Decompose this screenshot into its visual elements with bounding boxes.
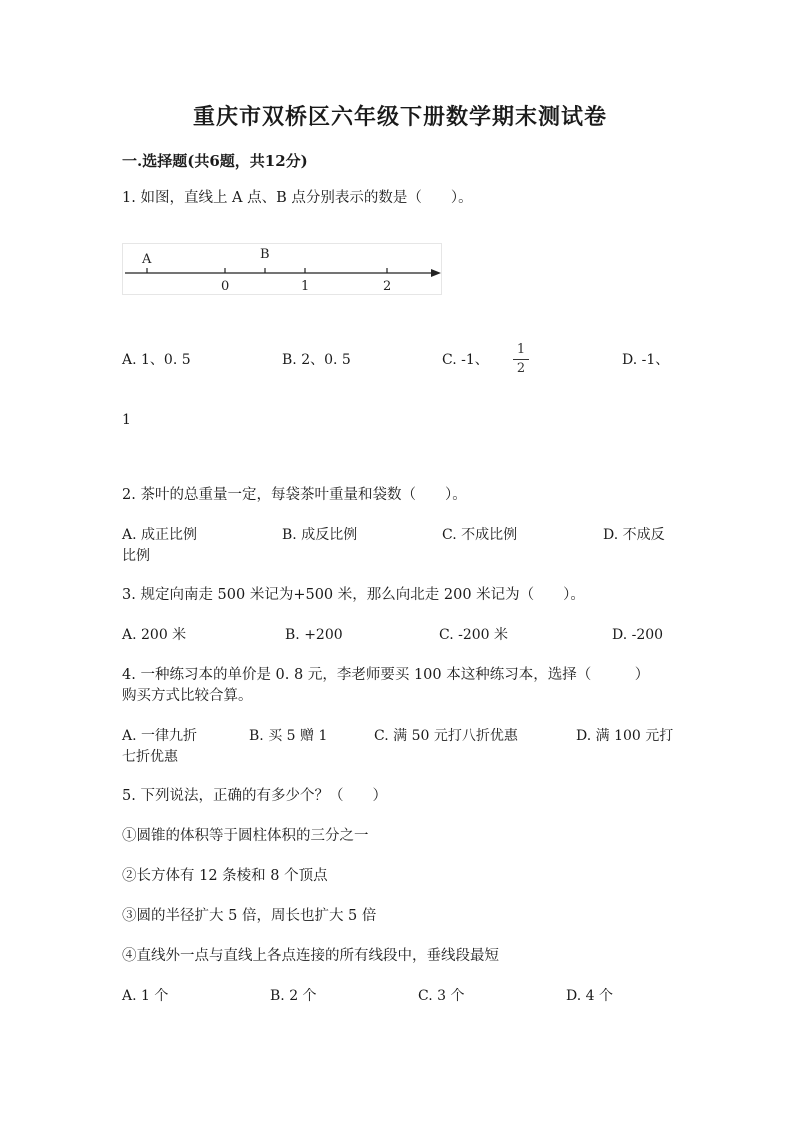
point-a-label: A (142, 252, 152, 267)
page-title: 重庆市双桥区六年级下册数学期末测试卷 (192, 104, 607, 130)
question-2-stem: 2. 茶叶的总重量一定，每袋茶叶重量和袋数（ ）。 (122, 487, 467, 503)
tick-label-0: 0 (221, 279, 230, 294)
q1-option-b[interactable]: B. 2、0. 5 (282, 352, 351, 368)
q4-option-a[interactable]: A. 一律九折 (122, 728, 198, 744)
point-b-label: B (260, 247, 270, 262)
q5-statement-2: ②长方体有 12 条棱和 8 个顶点 (122, 868, 328, 884)
number-line-figure (122, 243, 442, 295)
q2-option-c[interactable]: C. 不成比例 (442, 527, 518, 543)
q1-option-c-fraction (513, 343, 529, 376)
fraction-denominator: 2 (516, 361, 526, 376)
tick-label-1: 1 (301, 279, 310, 294)
q1-option-d[interactable]: D. -1、 (622, 352, 670, 368)
q5-option-c[interactable]: C. 3 个 (418, 988, 465, 1004)
arrow-head-icon (431, 269, 441, 277)
question-5-stem: 5. 下列说法，正确的有多少个？（ ） (122, 788, 387, 804)
q3-option-d[interactable]: D. -200 (612, 627, 664, 643)
q4-option-d-wrap: 七折优惠 (122, 749, 178, 765)
section-heading: 一.选择题(共6题，共12分) (122, 152, 308, 170)
tick-label-2: 2 (383, 279, 392, 294)
q3-option-b[interactable]: B. +200 (285, 627, 343, 643)
q5-statement-4: ④直线外一点与直线上各点连接的所有线段中，垂线段最短 (122, 948, 499, 964)
q2-option-b[interactable]: B. 成反比例 (282, 527, 358, 543)
q1-option-a[interactable]: A. 1、0. 5 (122, 352, 191, 368)
q2-option-d-wrap: 比例 (122, 548, 150, 564)
q5-statement-3: ③圆的半径扩大 5 倍，周长也扩大 5 倍 (122, 908, 377, 924)
q4-option-d[interactable]: D. 满 100 元打 (576, 728, 674, 744)
q1-option-c[interactable]: C. -1、 (442, 352, 489, 368)
q5-option-d[interactable]: D. 4 个 (566, 988, 613, 1004)
q2-option-d[interactable]: D. 不成反 (603, 527, 665, 543)
q4-option-c[interactable]: C. 满 50 元打八折优惠 (374, 728, 518, 744)
fraction-numerator: 1 (516, 342, 526, 357)
q1-option-d-wrap: 1 (122, 412, 131, 428)
q5-statement-1: ①圆锥的体积等于圆柱体积的三分之一 (122, 828, 369, 844)
question-4-stem-line1: 4. 一种练习本的单价是 0. 8 元，李老师要买 100 本这种练习本，选择（ ） (122, 667, 650, 683)
q5-option-a[interactable]: A. 1 个 (122, 988, 169, 1004)
number-line-svg (123, 244, 441, 294)
q2-option-a[interactable]: A. 成正比例 (122, 527, 198, 543)
q4-option-b[interactable]: B. 买 5 赠 1 (249, 728, 328, 744)
q3-option-c[interactable]: C. -200 米 (439, 627, 509, 643)
q5-option-b[interactable]: B. 2 个 (270, 988, 317, 1004)
q3-option-a[interactable]: A. 200 米 (122, 627, 187, 643)
question-4-stem-line2: 购买方式比较合算。 (122, 688, 253, 704)
fraction-bar (513, 359, 529, 360)
question-1-stem: 1. 如图，直线上 A 点、B 点分别表示的数是（ ）。 (122, 190, 473, 206)
question-3-stem: 3. 规定向南走 500 米记为+500 米，那么向北走 200 米记为（ ）。 (122, 587, 585, 603)
